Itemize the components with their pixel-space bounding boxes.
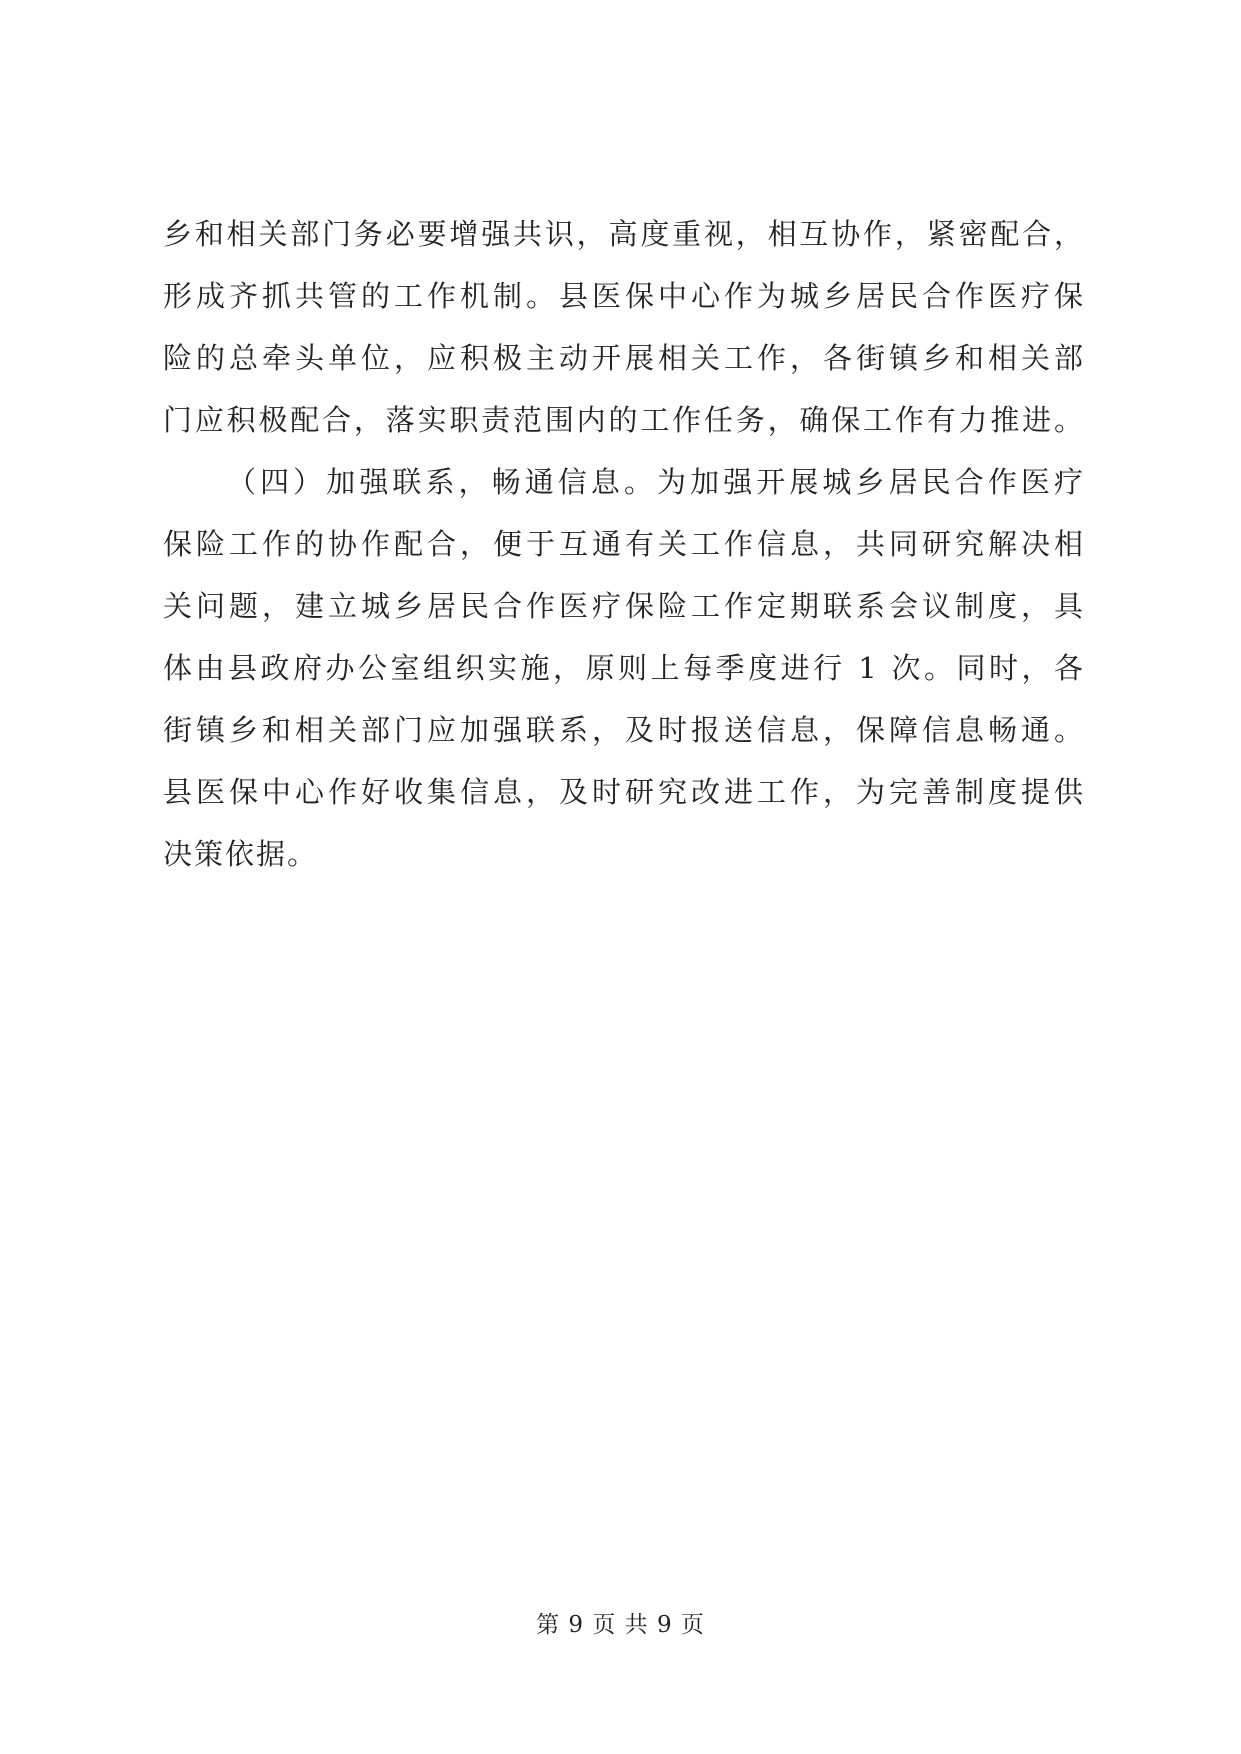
- text-line: （四）加强联系，畅通信息。为加强开展城乡居民合作医疗: [227, 465, 1085, 499]
- paragraph-communication: [163, 451, 1085, 885]
- text-line: 险的总牵头单位，应积极主动开展相关工作，各街镇乡和相关部: [163, 341, 1085, 375]
- text-line: 体由县政府办公室组织实施，原则上每季度进行 1 次。同时，各: [163, 651, 1085, 685]
- paragraph-responsibility: [163, 203, 1085, 451]
- text-line: 决策依据。: [163, 837, 319, 871]
- text-line: 县医保中心作好收集信息，及时研究改进工作，为完善制度提供: [163, 775, 1085, 809]
- body-text: [163, 203, 1085, 885]
- text-line: 形成齐抓共管的工作机制。县医保中心作为城乡居民合作医疗保: [163, 279, 1085, 313]
- text-line: 乡和相关部门务必要增强共识，高度重视，相互协作，紧密配合，: [163, 217, 1085, 251]
- text-line: 保险工作的协作配合，便于互通有关工作信息，共同研究解决相: [163, 527, 1085, 561]
- text-line: 关问题，建立城乡居民合作医疗保险工作定期联系会议制度，具: [163, 589, 1085, 623]
- text-line: 街镇乡和相关部门应加强联系，及时报送信息，保障信息畅通。: [163, 713, 1085, 747]
- text-line: 门应积极配合，落实职责范围内的工作任务，确保工作有力推进。: [163, 403, 1085, 437]
- page-number-footer: 第 9 页 共 9 页: [536, 1612, 705, 1638]
